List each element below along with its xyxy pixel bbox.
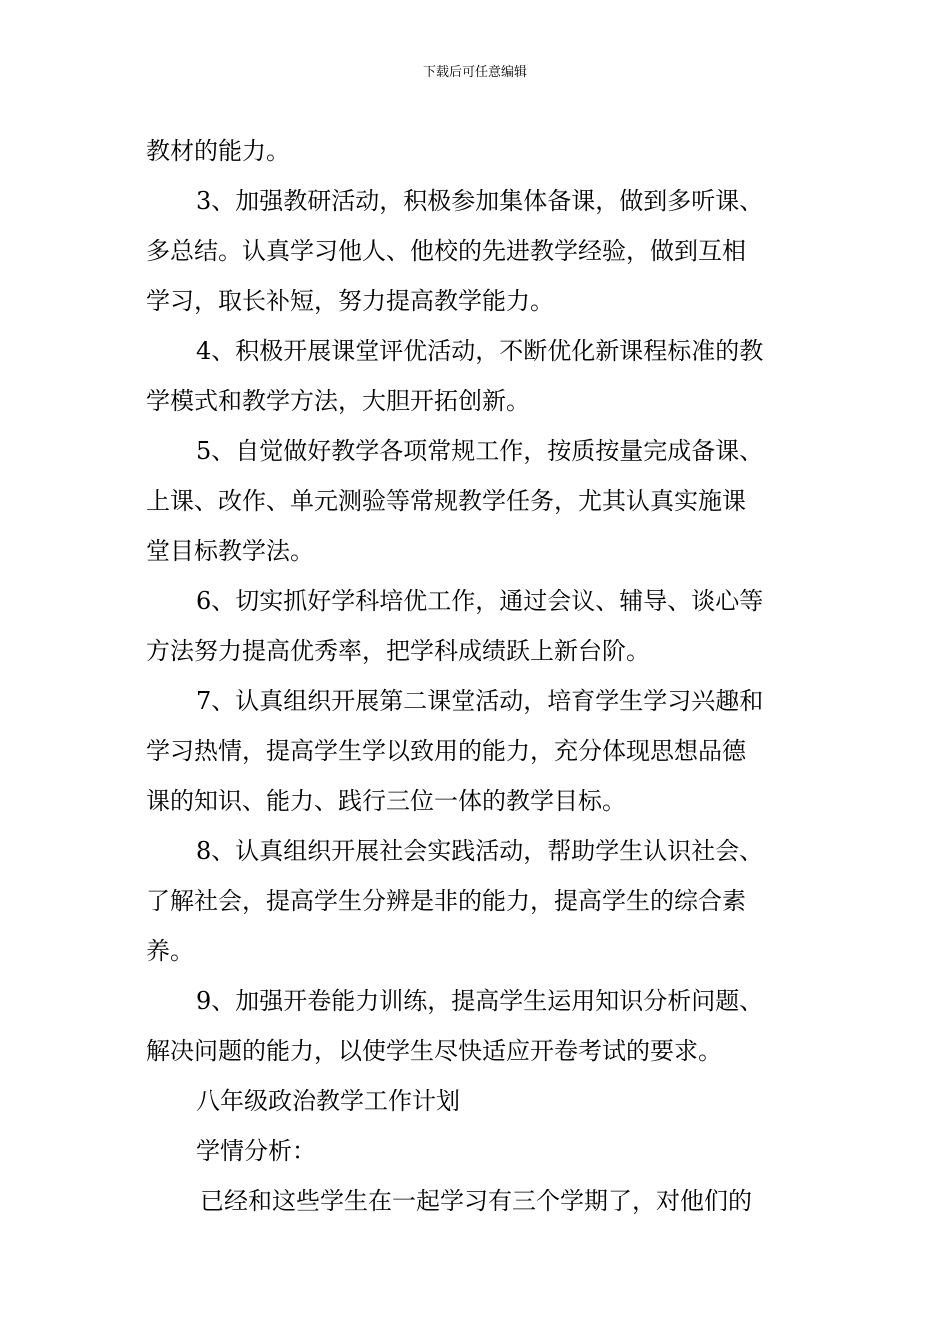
text-line: 堂目标教学法。 (146, 537, 314, 565)
document-body (146, 126, 806, 1226)
text-line: 多总结。认真学习他人、他校的先进教学经验，做到互相 (146, 237, 746, 265)
text-line: 学习，取长补短，努力提高教学能力。 (146, 287, 554, 315)
text-line: 养。 (146, 937, 194, 965)
text-line: 方法努力提高优秀率，把学科成绩跃上新台阶。 (146, 637, 650, 665)
list-item-4: 4、积极开展课堂评优活动，不断优化新课程标准的教 (196, 337, 764, 365)
list-item-7: 7、认真组织开展第二课堂活动，培育学生学习兴趣和 (196, 687, 764, 715)
text-line: 上课、改作、单元测验等常规教学任务，尤其认真实施课 (146, 487, 746, 515)
list-item-3: 3、加强教研活动，积极参加集体备课，做到多听课、 (196, 187, 764, 215)
text-line: 学模式和教学方法，大胆开拓创新。 (146, 387, 530, 415)
page-header: 下载后可任意编辑 (422, 65, 527, 80)
text-line: 解决问题的能力，以使学生尽快适应开卷考试的要求。 (146, 1037, 722, 1065)
section-title: 八年级政治教学工作计划 (196, 1087, 460, 1115)
list-item-5: 5、自觉做好教学各项常规工作，按质按量完成备课、 (196, 437, 764, 465)
text-line: 学习热情，提高学生学以致用的能力，充分体现思想品德 (146, 737, 746, 765)
list-item-6: 6、切实抓好学科培优工作，通过会议、辅导、谈心等 (196, 587, 764, 615)
list-item-9: 9、加强开卷能力训练，提高学生运用知识分析问题、 (196, 987, 764, 1015)
subsection-title: 学情分析： (196, 1137, 316, 1165)
text-line: 了解社会，提高学生分辨是非的能力，提高学生的综合素 (146, 887, 746, 915)
list-item-8: 8、认真组织开展社会实践活动，帮助学生认识社会、 (196, 837, 764, 865)
text-line: 已经和这些学生在一起学习有三个学期了，对他们的 (200, 1187, 752, 1215)
text-line: 课的知识、能力、践行三位一体的教学目标。 (146, 787, 626, 815)
text-line: 教材的能力。 (146, 137, 290, 165)
